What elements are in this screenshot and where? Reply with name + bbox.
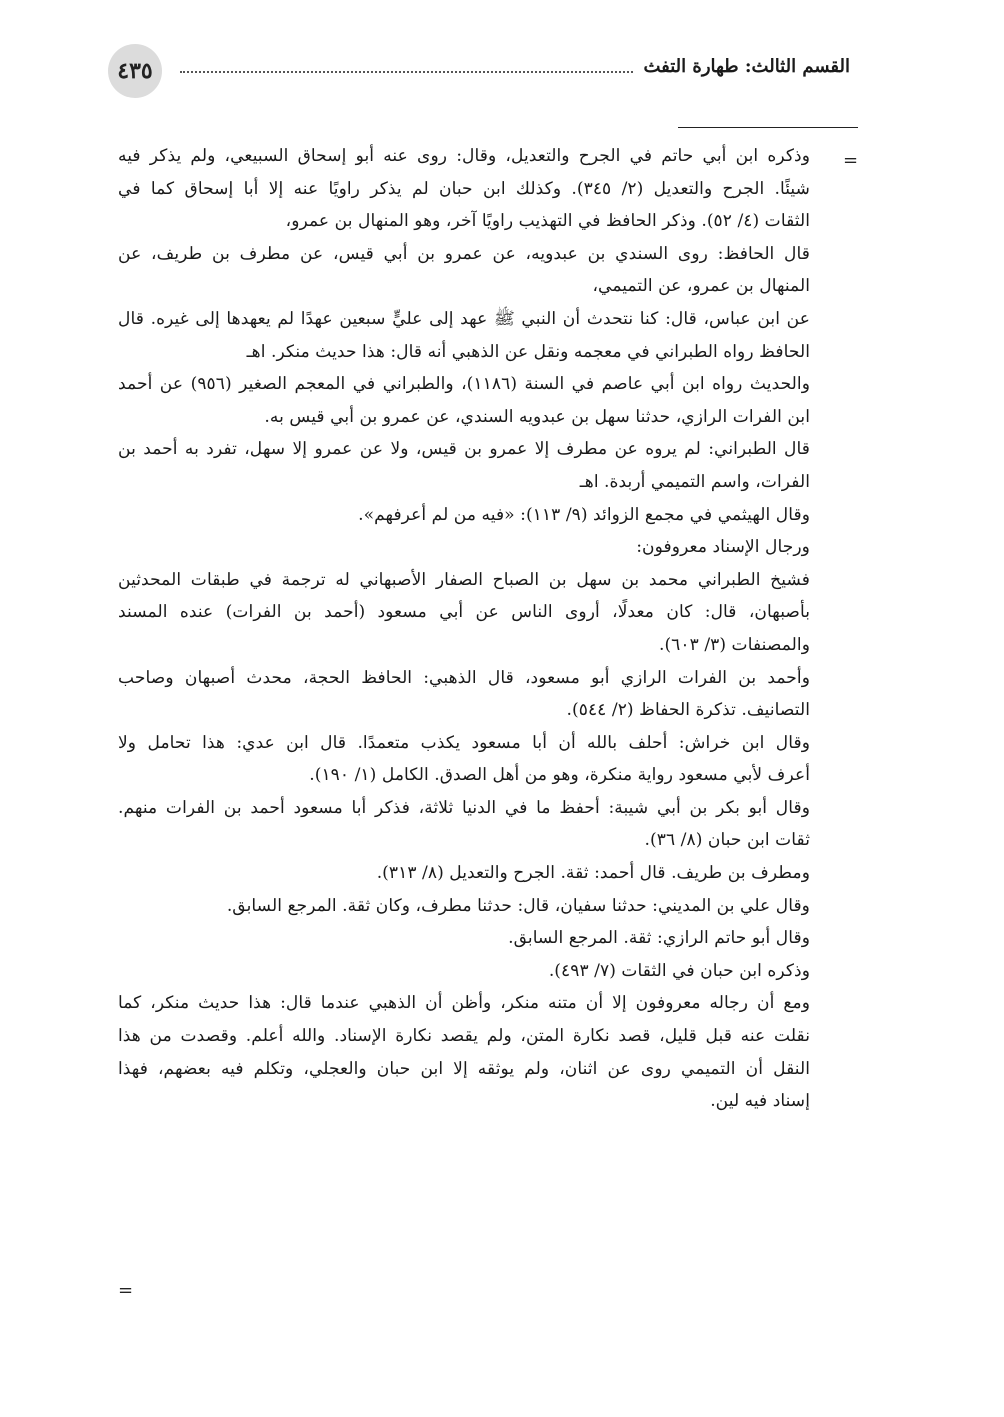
text-line: ومع أن رجاله معروفون إلا أن متنه منكر، وأظن أن الذهبي عندما قال: هذا حديث منكر، كما bbox=[118, 993, 810, 1014]
text-line: شيئًا. الجرح والتعديل (٢/ ٣٤٥). وكذلك ابن حبان لم يذكر راويًا عنه إلا أبا إسحاق كما في bbox=[118, 178, 810, 199]
running-title: القسم الثالث: طهارة التفث bbox=[643, 56, 850, 77]
running-title-row bbox=[170, 56, 850, 77]
page-number: ٤٣٥ bbox=[108, 44, 162, 98]
text-line: الفرات، واسم التميمي أربدة. اهـ bbox=[579, 471, 810, 492]
text-line: بأصبهان، قال: كان معدلًا، أروى الناس عن أبي مسعود (أحمد بن الفرات) عنده المسند bbox=[118, 602, 810, 623]
text-line: قال الحافظ: روى السندي بن عبدويه، عن عمرو بن أبي قيس، عن مطرف بن طريف، عن bbox=[118, 243, 810, 264]
text-line: النقل أن التميمي روى عن اثنان، ولم يوثقه إلا ابن حبان والعجلي، وتكلم فيه بعضهم، فهذا bbox=[118, 1058, 810, 1079]
text-line: والمصنفات (٣/ ٦٠٣). bbox=[659, 634, 810, 655]
page-header bbox=[0, 0, 1004, 110]
text-line: عن ابن عباس، قال: كنا نتحدث أن النبي ﷺ عهد إلى عليٍّ سبعين عهدًا لم يعهدها إلى غيره. قال bbox=[118, 308, 810, 329]
text-line: قال الطبراني: لم يروه عن مطرف إلا عمرو بن قيس، ولا عن عمرو إلا سهل، تفرد به أحمد بن bbox=[118, 439, 810, 460]
leader-dots bbox=[180, 61, 633, 73]
text-line: فشيخ الطبراني محمد بن سهل بن الصباح الصفار الأصبهاني له ترجمة في طبقات المحدثين bbox=[118, 569, 810, 590]
text-line: وقال أبو بكر بن أبي شيبة: أحفظ ما في الدنيا ثلاثة، فذكر أبا مسعود أحمد بن الفرات منهم. bbox=[118, 797, 810, 818]
text-line: التصانيف. تذكرة الحفاظ (٢/ ٥٤٤). bbox=[566, 700, 810, 721]
footnote-separator bbox=[678, 127, 858, 128]
text-line: وذكره ابن أبي حاتم في الجرح والتعديل، وقال: روى عنه أبو إسحاق السبيعي، ولم يذكر فيه bbox=[118, 146, 810, 166]
continuation-marker-top: = bbox=[843, 150, 859, 171]
text-line: ثقات ابن حبان (٨/ ٣٦). bbox=[644, 830, 810, 851]
text-line: وقال الهيثمي في مجمع الزوائد (٩/ ١١٣): «فيه من لم أعرفهم». bbox=[358, 504, 810, 525]
footnote-body bbox=[118, 140, 810, 1118]
text-line: وقال علي بن المديني: حدثنا سفيان، قال: حدثنا مطرف، وكان ثقة. المرجع السابق. bbox=[226, 895, 810, 916]
continuation-marker-bottom: = bbox=[118, 1280, 134, 1301]
text-line: أعرف لأبي مسعود رواية منكرة، وهو من أهل الصدق. الكامل (١/ ١٩٠). bbox=[309, 765, 810, 786]
text-line: ابن الفرات الرازي، حدثنا سهل بن عبدويه السندي، عن عمرو بن أبي قيس به. bbox=[264, 406, 810, 427]
text-line: والحديث رواه ابن أبي عاصم في السنة (١١٨٦)، والطبراني في المعجم الصغير (٩٥٦) عن أحمد bbox=[118, 374, 810, 395]
text-line: وقال أبو حاتم الرازي: ثقة. المرجع السابق. bbox=[508, 928, 810, 949]
text-line: الحافظ رواه الطبراني في معجمه ونقل عن الذهبي أنه قال: هذا حديث منكر. اهـ bbox=[246, 341, 810, 362]
text-line: المنهال بن عمرو، عن التميمي، bbox=[592, 276, 810, 297]
text-line: وقال ابن خراش: أحلف بالله أن أبا مسعود يكذب متعمدًا. قال ابن عدي: هذا تحامل ولا bbox=[118, 732, 810, 753]
text-line: إسناد فيه لين. bbox=[710, 1091, 810, 1112]
text-line: ورجال الإسناد معروفون: bbox=[636, 537, 810, 558]
text-line: نقلت عنه قبل قليل، قصد نكارة المتن، ولم يقصد نكارة الإسناد. والله أعلم. وقصدت من هذا bbox=[118, 1026, 810, 1047]
text-line: ومطرف بن طريف. قال أحمد: ثقة. الجرح والتعديل (٨/ ٣١٣). bbox=[376, 863, 810, 884]
text-line: وذكره ابن حبان في الثقات (٧/ ٤٩٣). bbox=[548, 960, 810, 981]
text-line: وأحمد بن الفرات الرازي أبو مسعود، قال الذهبي: الحافظ الحجة، محدث أصبهان وصاحب bbox=[118, 667, 810, 688]
text-line: الثقات (٤/ ٥٢). وذكر الحافظ في التهذيب راويًا آخر، وهو المنهال بن عمرو، bbox=[285, 211, 810, 232]
